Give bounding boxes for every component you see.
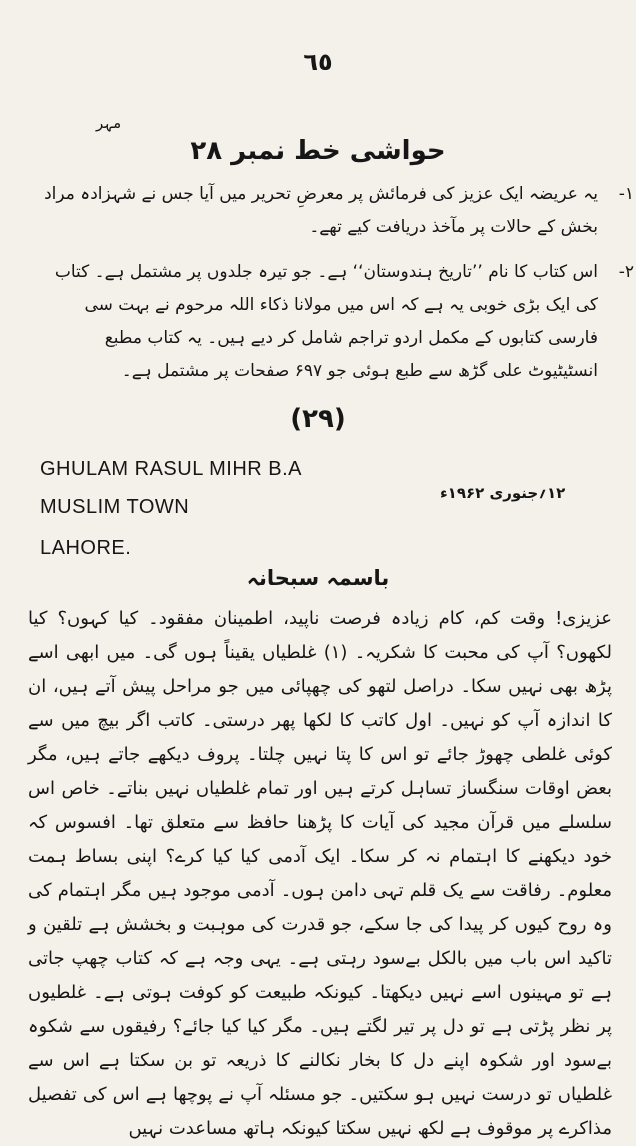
margin-note: مہر — [96, 114, 122, 132]
letter-date: ۱۲؍جنوری ۱۹۶۲ء — [440, 484, 566, 502]
address-line-1: GHULAM RASUL MIHR B.A — [40, 458, 303, 480]
page-number: ٦٥ — [303, 48, 333, 76]
address-line-2: MUSLIM TOWN — [40, 496, 190, 518]
salutation-heading: باسمہ سبحانہ — [246, 566, 390, 590]
footnote-marker: ۲- — [618, 262, 634, 282]
footnote-1 — [38, 178, 634, 248]
address-line-3: LAHORE. — [40, 537, 132, 559]
footnote-text: یہ عریضہ ایک عزیز کی فرمائش پر معرضِ تحریر میں آیا جس نے شہزادہ مراد بخش کے حالات پر مآخذ دریافت کیے تھے۔ — [44, 184, 598, 237]
footnote-text: اس کتاب کا نام ’’تاریخ ہندوستان‘‘ ہے۔ جو تیرہ جلدوں پر مشتمل ہے۔ کتاب کی ایک بڑی خوبی یہ ہے کہ اس میں مولانا ذکاء اللہ مرحوم نے بہت سی فارسی کتابوں کے مکمل اردو تراجم شامل کر دیے ہیں۔ یہ کتاب مطبع انسٹیٹیوٹ علی گڑھ سے طبع ہوئی جو ۶۹۷ صفحات پر مشتمل ہے۔ — [54, 262, 598, 381]
footnote-2 — [38, 256, 634, 381]
letter-number: (۲۹) — [290, 404, 346, 434]
section-title: حواشی خط نمبر ۲۸ — [190, 136, 446, 166]
footnote-marker: ۱- — [618, 184, 634, 204]
letter-body: عزیزی! وقت کم، کام زیادہ فرصت ناپید، اطمینان مفقود۔ کیا کہوں؟ کیا لکھوں؟ آپ کی محبت کا شکریہ۔ (۱) غلطیاں یقیناً ہوں گی۔ میں ابھی اسے پڑھ بھی نہیں سکا۔ دراصل لتھو کی چھپائی میں جو مراحل پیش آتے ہیں، ان کا اندازہ آپ کو نہیں۔ اول کاتب کا لکھا پھر درستی۔ کاتب اگر بیچ میں سے کوئی غلطی چھوڑ جائے تو اس کا پتا نہیں چلتا۔ پروف دیکھے جاتے ہیں، مگر بعض اوقات سنگساز تساہل کرتے ہیں اور تمام غلطیاں نہیں بناتے۔ خاص اس سلسلے میں قرآن مجید کی آیات کا پڑھنا حافظ سے متعلق تھا۔ افسوس کہ خود دیکھنے کا اہتمام نہ کر سکا۔ ایک آدمی کیا کیا کرے؟ اپنی بساط ہمت معلوم۔ رفاقت سے یک قلم تہی دامن ہوں۔ آدمی موجود ہیں مگر اہتمام کی وہ روح کیوں کر پیدا کی جا سکے، جو قدرت کی موہبت و بخشش ہے تلقین و تاکید اس باب میں بالکل بےسود رہتی ہے۔ یہی وجہ ہے کہ کتاب چھپ جاتی ہے تو مہینوں اسے نہیں دیکھتا۔ کیونکہ طبیعت کو کوفت ہوتی ہے۔ غلطیوں پر نظر پڑتی ہے تو دل پر تیر لگتے ہیں۔ مگر کیا کیا جائے؟ رفیقوں سے شکوہ بےسود اور شکوہ اپنے دل کا بخار نکالنے کا ذریعہ تو بن سکتا ہے اس سے غلطیاں تو درست نہیں ہو سکتیں۔ جو مسئلہ آپ نے پوچھا ہے اس کی تفصیل مذاکرے پر موقوف ہے لکھ نہیں سکتا کیونکہ ہاتھ مساعدت نہیں — [28, 608, 612, 1139]
